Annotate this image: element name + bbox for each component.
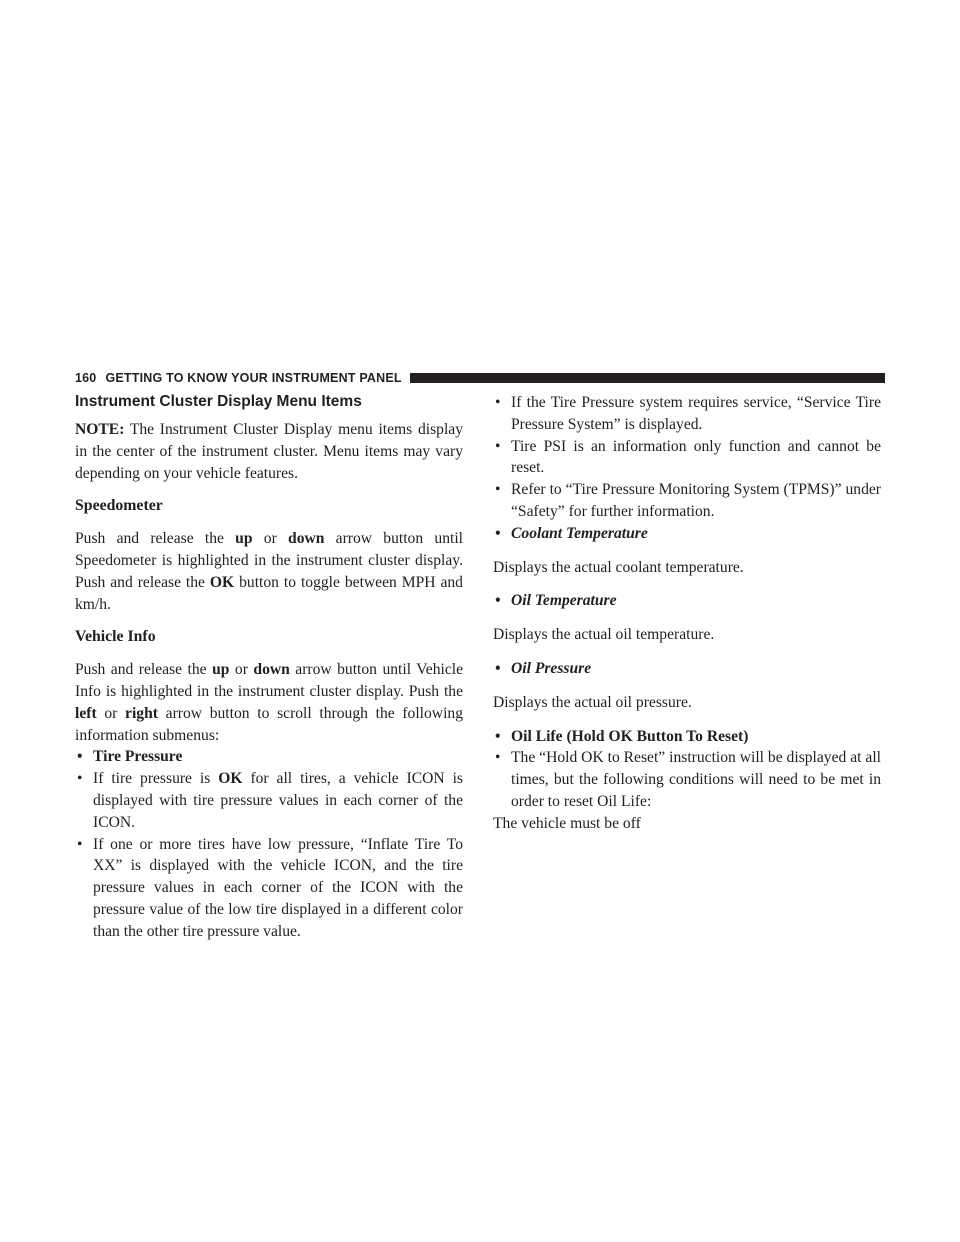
oil-pressure-title: • Oil Pressure bbox=[493, 658, 881, 680]
right-column bbox=[493, 392, 881, 835]
text-run: or bbox=[229, 661, 254, 679]
tire-bullet-list bbox=[75, 746, 463, 942]
oil-life-list bbox=[493, 726, 881, 813]
section-title: Instrument Cluster Display Menu Items bbox=[75, 393, 362, 410]
text-run: or bbox=[252, 530, 289, 548]
left-column bbox=[75, 392, 463, 943]
down-button-term: down bbox=[288, 530, 325, 548]
page-header bbox=[75, 368, 885, 388]
oil-temp-desc: Displays the actual oil temperature. bbox=[493, 626, 715, 644]
final-line: The vehicle must be off bbox=[493, 814, 641, 832]
coolant-title: • Coolant Temperature bbox=[493, 523, 881, 545]
note-paragraph bbox=[75, 419, 463, 484]
oil-life-desc: • The “Hold OK to Reset” instruction will be displayed at all times, but the following conditions will need to be met in order to reset Oil Life: bbox=[493, 747, 881, 812]
text-run: Push and release the bbox=[75, 661, 213, 679]
header-title: GETTING TO KNOW YOUR INSTRUMENT PANEL bbox=[105, 371, 402, 385]
oil-temp-title: • Oil Temperature bbox=[493, 590, 881, 612]
oil-temp-item bbox=[493, 590, 881, 612]
coolant-desc: Displays the actual coolant temperature. bbox=[493, 558, 744, 576]
speedometer-heading: Speedometer bbox=[75, 497, 163, 515]
oil-pressure-desc: Displays the actual oil pressure. bbox=[493, 693, 692, 711]
text-run: arrow button until Speedometer is highlighted in the instrument cluster display. Push and release the bbox=[75, 530, 463, 591]
text-run: If tire pressure is bbox=[93, 770, 219, 788]
speedometer-paragraph bbox=[75, 528, 463, 615]
header-rule bbox=[410, 373, 885, 383]
note-text: The Instrument Cluster Display menu items display in the center of the instrument cluster. Menu items may vary depending on your vehicle features. bbox=[75, 421, 463, 482]
bullet-tire-psi: • Tire PSI is an information only function and cannot be reset. bbox=[493, 436, 881, 480]
page-number: 160 bbox=[75, 371, 97, 385]
bullet-service-tire: • If the Tire Pressure system requires service, “Service Tire Pressure System” is displayed. bbox=[493, 392, 881, 436]
ok-button-term: OK bbox=[209, 573, 235, 591]
bullet-tire-pressure: • Tire Pressure bbox=[75, 746, 463, 768]
tpms-bullet-list bbox=[493, 392, 881, 523]
down-button-term: down bbox=[253, 661, 290, 679]
up-button-term: up bbox=[212, 661, 230, 679]
oil-life-title: • Oil Life (Hold OK Button To Reset) bbox=[493, 726, 881, 748]
coolant-item bbox=[493, 523, 881, 545]
oil-pressure-item bbox=[493, 658, 881, 680]
up-button-term: up bbox=[235, 530, 253, 548]
ok-term: OK bbox=[218, 770, 243, 788]
text-run: arrow button to scroll through the following information submenus: bbox=[75, 704, 463, 744]
note-label: NOTE: bbox=[75, 421, 125, 438]
text-run: Push and release the bbox=[75, 530, 236, 548]
text-run: arrow button until Vehicle Info is highlighted in the instrument cluster display. Push the bbox=[75, 661, 463, 700]
text-run: for all tires, a vehicle ICON is displayed with tire pressure values in each corner of the ICON. bbox=[93, 770, 463, 831]
text-run: button to toggle between MPH and km/h. bbox=[75, 573, 463, 613]
vehicle-info-heading: Vehicle Info bbox=[75, 628, 156, 646]
text-run: or bbox=[96, 704, 126, 722]
bullet-refer-tpms: • Refer to “Tire Pressure Monitoring System (TPMS)” under “Safety” for further information. bbox=[493, 479, 881, 523]
left-button-term: left bbox=[75, 704, 97, 722]
right-button-term: right bbox=[125, 704, 158, 722]
bullet-tire-ok bbox=[75, 768, 463, 833]
vehicle-info-paragraph bbox=[75, 659, 463, 746]
bullet-low-pressure: • If one or more tires have low pressure, “Inflate Tire To XX” is displayed with the vehicle ICON, and the tire pressure values in each corner of the ICON with the pressure value of the low tire displayed in a different color than the other tire pressure value. bbox=[75, 834, 463, 943]
